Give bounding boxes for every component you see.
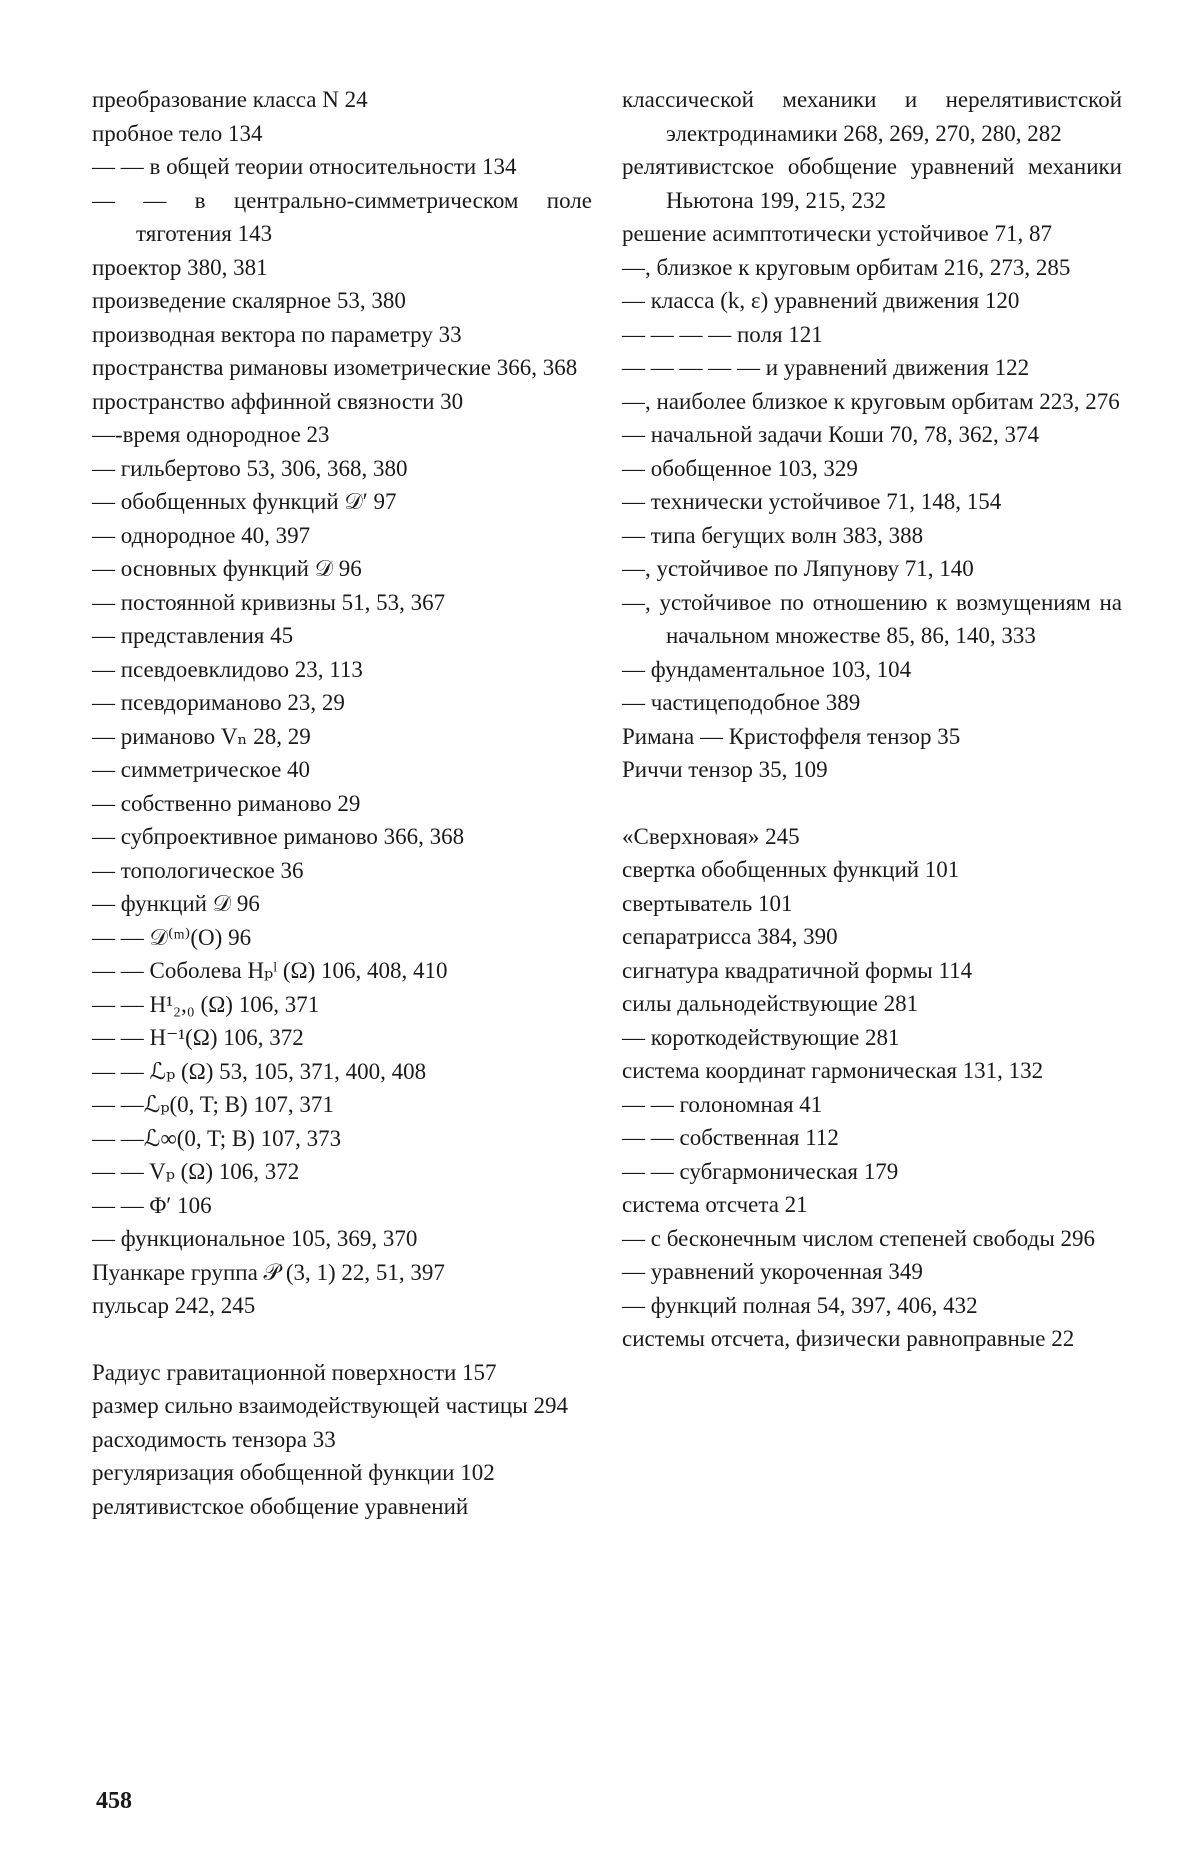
index-entry: — основных функций 𝒟 96 xyxy=(92,556,362,581)
index-entry: — —ℒₚ(0, T; B) 107, 371 xyxy=(92,1092,334,1117)
index-entry: — гильбертово 53, 306, 368, 380 xyxy=(92,455,408,481)
index-entry: — — — — поля 121 xyxy=(622,321,823,347)
index-entry: силы дальнодействующие 281 xyxy=(622,991,919,1016)
index-entry: «Сверхновая» 245 xyxy=(622,823,800,849)
index-entry: — субпроективное риманово 366, 368 xyxy=(92,824,465,849)
index-entry: — — субгармоническая 179 xyxy=(622,1158,899,1184)
index-entry: — — — — — и уравнений движения 122 xyxy=(622,355,1030,380)
index-entry: —-время однородное 23 xyxy=(92,422,330,447)
index-entry: — — голономная 41 xyxy=(622,1091,823,1117)
index-entry: системы отсчета, физически равноправные 22 xyxy=(622,1326,1075,1351)
index-entry: преобразование класса N 24 xyxy=(92,87,368,112)
index-entry: — псевдориманово 23, 29 xyxy=(92,690,345,715)
index-entry: система отсчета 21 xyxy=(622,1192,808,1217)
index-entry: — класса (k, ε) уравнений движения 120 xyxy=(622,288,1020,313)
index-entry: —, устойчивое по Ляпунову 71, 140 xyxy=(622,556,974,581)
index-entry: — топологическое 36 xyxy=(92,857,304,883)
index-entry: релятивистское обобщение уравнений xyxy=(92,1493,469,1519)
index-entry: — уравнений укороченная 349 xyxy=(622,1259,923,1284)
index-entry: — представления 45 xyxy=(92,623,294,648)
left-column xyxy=(92,83,592,1523)
section-gap xyxy=(92,1323,592,1356)
index-entry: решение асимптотически устойчивое 71, 87 xyxy=(622,221,1052,246)
section-gap xyxy=(622,787,1122,820)
index-entry: пространство аффинной связности 30 xyxy=(92,388,464,414)
index-entry: — начальной задачи Коши 70, 78, 362, 374 xyxy=(622,422,1040,447)
index-entry: Римана — Кристоффеля тензор 35 xyxy=(622,723,961,749)
index-entry: сигнатура квадратичной формы 114 xyxy=(622,957,973,983)
index-entry: производная вектора по параметру 33 xyxy=(92,321,462,347)
index-entry: свертка обобщенных функций 101 xyxy=(622,857,960,882)
index-entry: — —ℒ∞(0, T; B) 107, 373 xyxy=(92,1125,342,1151)
index-entry: расходимость тензора 33 xyxy=(92,1426,336,1452)
index-entry: — — 𝒟⁽ᵐ⁾(O) 96 xyxy=(92,924,252,950)
index-entry: — типа бегущих волн 383, 388 xyxy=(622,522,924,548)
page-number: 458 xyxy=(96,1788,132,1814)
index-entry: — — Vₚ (Ω) 106, 372 xyxy=(92,1159,300,1184)
index-entry: —, близкое к круговым орбитам 216, 273, 285 xyxy=(622,254,1071,280)
index-entry: релятивистское обобщение уравнений механики Ньютона 199, 215, 232 xyxy=(622,154,1122,213)
index-entry: — псевдоевклидово 23, 113 xyxy=(92,656,363,682)
index-entry: произведение скалярное 53, 380 xyxy=(92,288,406,313)
index-entry: регуляризация обобщенной функции 102 xyxy=(92,1460,495,1485)
index-entry: — — ℒₚ (Ω) 53, 105, 371, 400, 408 xyxy=(92,1058,427,1084)
index-entry: — симметрическое 40 xyxy=(92,757,311,782)
index-entry: классической механики и нерелятивистской электродинамики 268, 269, 270, 280, 282 xyxy=(622,87,1122,146)
index-entry: —, устойчивое по отношению к возмущениям на начальном множестве 85, 86, 140, 333 xyxy=(622,589,1122,648)
index-entry: — — H⁻¹(Ω) 106, 372 xyxy=(92,1025,304,1050)
index-entry: размер сильно взаимодействующей частицы 294 xyxy=(92,1393,568,1418)
index-entry: —, наиболее близкое к круговым орбитам 223, 276 xyxy=(622,388,1120,414)
index-entry: Пуанкаре группа 𝒫 (3, 1) 22, 51, 397 xyxy=(92,1259,445,1285)
index-entry: Радиус гравитационной поверхности 157 xyxy=(92,1359,497,1385)
index-entry: — с бесконечным числом степеней свободы 296 xyxy=(622,1225,1096,1251)
index-entry: — — Φ′ 106 xyxy=(92,1192,212,1218)
index-entry: Риччи тензор 35, 109 xyxy=(622,757,828,782)
index-entry: проектор 380, 381 xyxy=(92,254,268,280)
index-entry: — функций 𝒟 96 xyxy=(92,891,260,916)
index-entry: — — Соболева Hₚˡ (Ω) 106, 408, 410 xyxy=(92,958,448,983)
index-entry: — частицеподобное 389 xyxy=(622,690,861,715)
index-entry: — — в центрально-симметрическом поле тяготения 143 xyxy=(92,187,592,246)
index-entry: пространства римановы изометрические 366, 368 xyxy=(92,355,578,380)
index-entry: пробное тело 134 xyxy=(92,120,263,146)
right-column xyxy=(622,83,1122,1356)
index-entry: — технически устойчивое 71, 148, 154 xyxy=(622,489,1002,514)
index-entry: — однородное 40, 397 xyxy=(92,522,311,548)
index-entry: — функциональное 105, 369, 370 xyxy=(92,1226,418,1251)
index-entry: — — собственная 112 xyxy=(622,1125,839,1150)
index-entry: — собственно риманово 29 xyxy=(92,790,361,816)
index-entry: — фундаментальное 103, 104 xyxy=(622,656,912,682)
index-entry: — постоянной кривизны 51, 53, 367 xyxy=(92,589,446,615)
index-entry: — обобщенное 103, 329 xyxy=(622,455,858,481)
index-entry: — короткодействующие 281 xyxy=(622,1024,900,1050)
index-entry: — — в общей теории относительности 134 xyxy=(92,154,517,179)
index-entry: — функций полная 54, 397, 406, 432 xyxy=(622,1292,978,1318)
index-entry: свертыватель 101 xyxy=(622,890,793,916)
index-entry: система координат гармоническая 131, 132 xyxy=(622,1058,1044,1083)
index-entry: — риманово Vₙ 28, 29 xyxy=(92,723,311,749)
index-entry: — обобщенных функций 𝒟′ 97 xyxy=(92,489,397,514)
index-entry: — — H¹₂,₀ (Ω) 106, 371 xyxy=(92,991,320,1017)
index-entry: сепаратрисса 384, 390 xyxy=(622,924,838,949)
index-entry: пульсар 242, 245 xyxy=(92,1293,256,1318)
